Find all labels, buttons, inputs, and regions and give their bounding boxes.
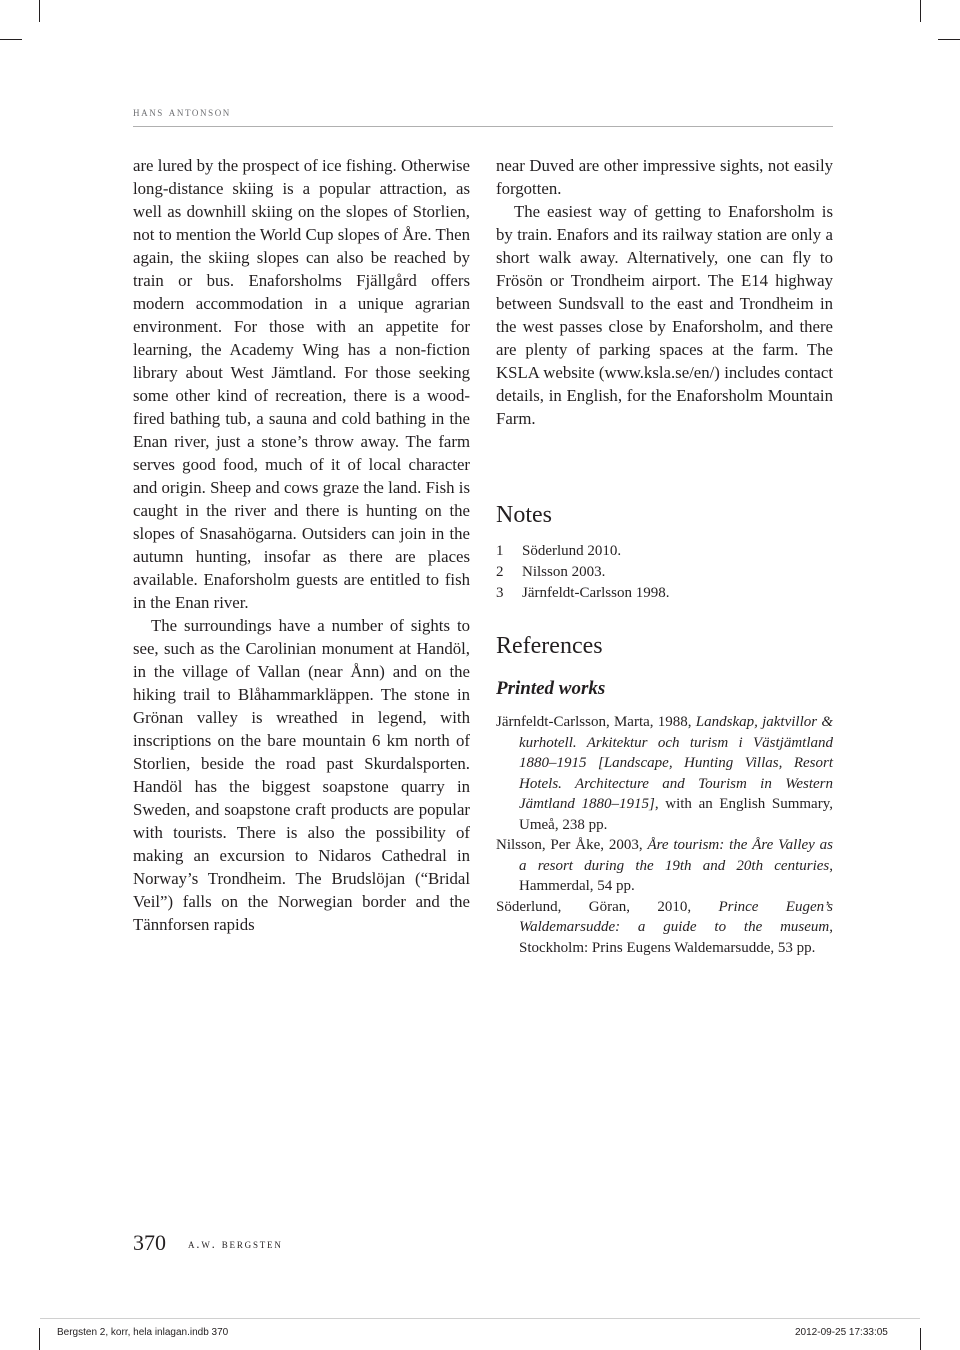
- note-number: 2: [496, 564, 504, 580]
- crop-mark: [0, 39, 22, 40]
- reference-details: , Stockholm: Prins Eugens Waldemarsudde, 53 pp.: [519, 919, 833, 956]
- crop-mark: [920, 1328, 921, 1350]
- paragraph: The surroundings have a number of sights to see, such as the Carolinian monument at Handöl, in the village of Vallan (near Ånn) and on the hiking trail to Blåhammarkläppen. The stone in Grönan valley is wreathed in legend, with inscriptions on the bare mountain 6 km north of Storlien, beside the road past Skurdalsporten. Handöl has the biggest soapstone quarry in Sweden, and soapstone craft products are popular with tourists. There is also the possibility of making an excursion to Nidaros Cathedral in Norway’s Trondheim. The Brudslöjan (“Bridal Veil”) falls on the Norwegian border and the Tännforsen rapids: [133, 616, 470, 934]
- notes-heading: Notes: [496, 502, 552, 528]
- reference-author: Söderlund, Göran, 2010,: [496, 898, 719, 915]
- reference-author: Järnfeldt-Carlsson, Marta, 1988,: [496, 714, 696, 730]
- reference-title: Landskap, jaktvillor & kurhotell. Arkitektur och turism i Västjämtland 1880–1915 [Landscape, Hunting Villas, Resort Hotels. Architecture and Tourism in Western Jämtland 1880–1915]: [519, 714, 833, 812]
- note-item: [496, 541, 669, 562]
- running-header: hans antonson: [133, 104, 231, 119]
- crop-mark: [938, 39, 960, 40]
- reference-entry: [496, 835, 833, 897]
- crop-mark: [39, 1328, 40, 1350]
- notes-list: [496, 541, 669, 604]
- crop-mark: [920, 0, 921, 22]
- page-footer: [133, 1230, 283, 1256]
- reference-entry: [496, 897, 833, 959]
- printed-works-heading: Printed works: [496, 678, 606, 699]
- header-rule: [133, 126, 833, 127]
- reference-details: , Hammerdal, 54 pp.: [519, 857, 833, 894]
- reference-entry: [496, 712, 833, 835]
- note-text: Nilsson 2003.: [522, 564, 606, 580]
- left-column: [133, 154, 470, 936]
- references-heading: References: [496, 633, 603, 659]
- reference-list: [496, 712, 833, 958]
- publisher-name: a.w. bergsten: [188, 1236, 283, 1251]
- reference-author: Nilsson, Per Åke, 2003,: [496, 837, 648, 853]
- note-item: [496, 562, 669, 583]
- paragraph: near Duved are other impressive sights, not easily forgotten.: [496, 156, 833, 198]
- crop-mark: [39, 0, 40, 22]
- reference-title: Prince Eugen’s Waldemarsudde: a guide to the museum: [519, 898, 834, 935]
- reference-details: , with an English Summary, Umeå, 238 pp.: [519, 796, 833, 833]
- note-number: 1: [496, 543, 504, 559]
- note-text: Järnfeldt-Carlsson 1998.: [522, 585, 670, 601]
- page-number: 370: [133, 1230, 166, 1255]
- reference-title: Åre tourism: the Åre Valley as a resort during the 19th and 20th centuries: [519, 837, 834, 874]
- slug-file: Bergsten 2, korr, hela inlagan.indb 370: [57, 1327, 229, 1338]
- note-text: Söderlund 2010.: [522, 543, 622, 559]
- note-item: [496, 583, 669, 604]
- slug-timestamp: 2012-09-25 17:33:05: [795, 1327, 888, 1338]
- note-number: 3: [496, 585, 504, 601]
- paragraph: The easiest way of getting to Enaforsholm is by train. Enafors and its railway station are only a short walk away. Alternatively, one can fly to Frösön or Trondheim airport. The E14 highway between Sundsvall to the east and Trondheim in the west passes close by Enaforsholm, and there are plenty of parking spaces at the farm. The KSLA website (www.ksla.se/en/) includes contact details, in English, for the Enaforsholm Mountain Farm.: [496, 202, 833, 428]
- paragraph: are lured by the prospect of ice fishing. Otherwise long-distance skiing is a popular attraction, as well as downhill skiing on the slopes of Storlien, not to mention the World Cup slopes of Åre. Then again, the skiing slopes can also be reached by train or bus. Enaforsholms Fjällgård offers modern accommodation in a unique agrarian environment. For those with an appetite for learning, the Academy Wing has a non-fiction library about West Jämtland. For those seeking some other kind of recreation, there is a wood-fired bathing tub, a sauna and cold bathing in the Enan river, just a stone’s throw away. The farm serves good food, much of it of local character and origin. Sheep and cows graze the land. Fish is caught in the river and there is hunting on the slopes of Snasahögarna. Outsiders can join in the autumn hunting, insofar as there are places available. Enaforsholm guests are entitled to fish in the Enan river.: [133, 156, 470, 612]
- right-column: [496, 154, 833, 430]
- slug-rule: [40, 1318, 920, 1319]
